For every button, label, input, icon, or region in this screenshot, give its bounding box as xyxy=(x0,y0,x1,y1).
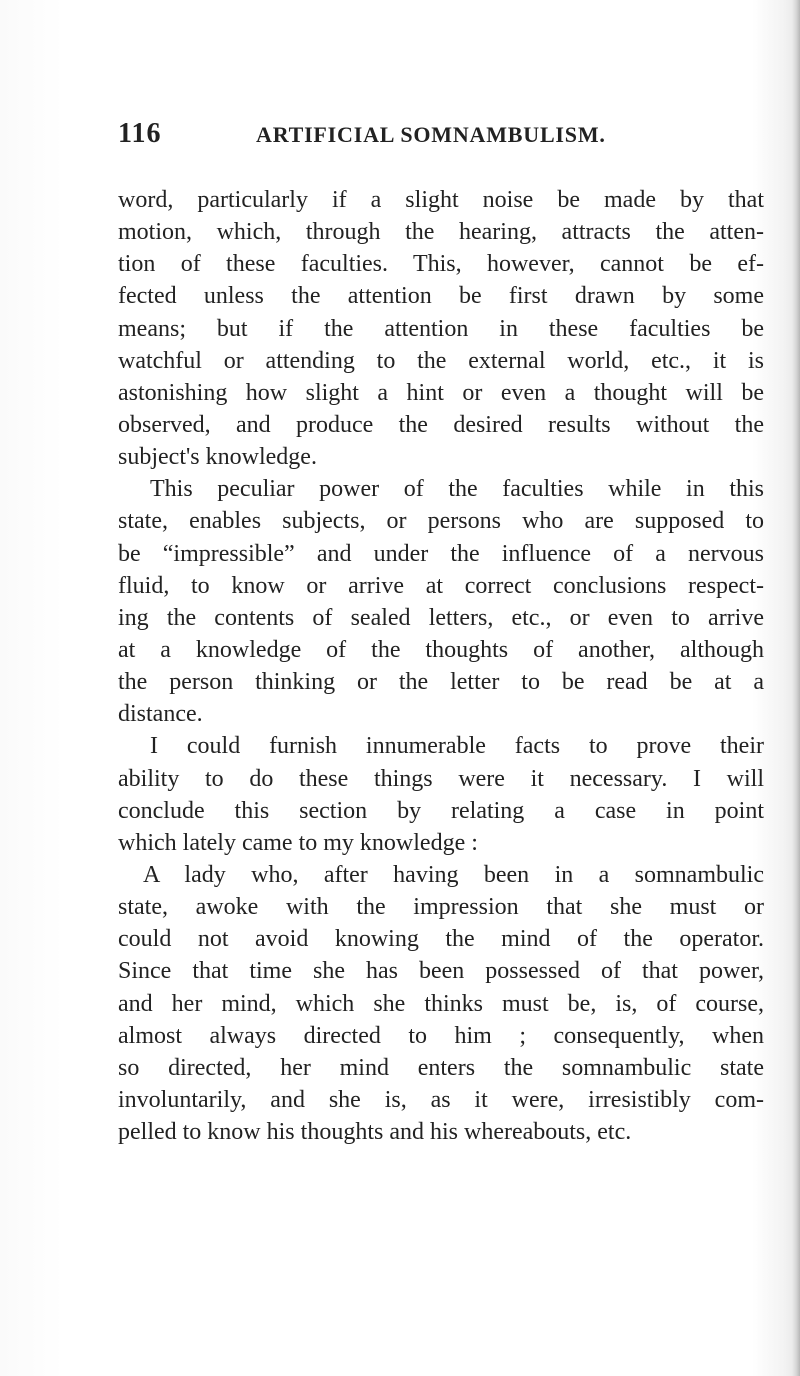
text-line: could not avoid knowing the mind of the operator. xyxy=(118,926,764,953)
text-line: distance. xyxy=(118,701,203,728)
text-line: and her mind, which she thinks must be, is, of course, xyxy=(118,990,764,1017)
text-line: conclude this section by relating a case in point xyxy=(118,797,764,824)
text-line: state, awoke with the impression that she must or xyxy=(118,894,764,921)
text-line: fected unless the attention be first drawn by some xyxy=(118,283,764,310)
text-line: state, enables subjects, or persons who are supposed to xyxy=(118,508,764,535)
text-line: A lady who, after having been in a somnambulic xyxy=(143,861,764,888)
text-line: word, particularly if a slight noise be made by that xyxy=(118,187,764,213)
text-line: fluid, to know or arrive at correct conclusions respect- xyxy=(118,572,764,599)
text-line: means; but if the attention in these faculties be xyxy=(118,315,764,342)
text-line: tion of these faculties. This, however, cannot be ef- xyxy=(118,251,764,278)
text-line: subject's knowledge. xyxy=(118,444,317,471)
text-line: be “impressible” and under the influence of a nervous xyxy=(118,540,764,567)
text-line: which lately came to my knowledge : xyxy=(118,829,478,856)
running-head: ARTIFICIAL SOMNAMBULISM. xyxy=(256,122,606,147)
text-line: This peculiar power of the faculties while in this xyxy=(150,476,764,503)
text-line: watchful or attending to the external world, etc., it is xyxy=(118,347,764,374)
page-number: 116 xyxy=(118,118,162,149)
text-line: ing the contents of sealed letters, etc., or even to arrive xyxy=(118,604,764,631)
text-line: observed, and produce the desired results without the xyxy=(118,411,764,438)
page-header xyxy=(118,118,758,158)
text-line: Since that time she has been possessed of that power, xyxy=(118,958,764,985)
text-line: almost always directed to him ; consequently, when xyxy=(118,1022,764,1049)
text-line: pelled to know his thoughts and his whereabouts, etc. xyxy=(118,1119,632,1146)
page-edge-shadow xyxy=(792,0,800,1376)
body-text xyxy=(118,184,764,1148)
text-line: ability to do these things were it necessary. I will xyxy=(118,765,764,792)
text-line: at a knowledge of the thoughts of another, although xyxy=(118,636,764,663)
text-line: astonishing how slight a hint or even a thought will be xyxy=(118,379,764,406)
text-line: motion, which, through the hearing, attracts the atten- xyxy=(118,219,764,246)
text-line: involuntarily, and she is, as it were, irresistibly com- xyxy=(118,1086,764,1113)
text-line: I could furnish innumerable facts to prove their xyxy=(150,733,764,760)
text-line: the person thinking or the letter to be read be at a xyxy=(118,669,764,696)
text-line: so directed, her mind enters the somnambulic state xyxy=(118,1054,764,1081)
